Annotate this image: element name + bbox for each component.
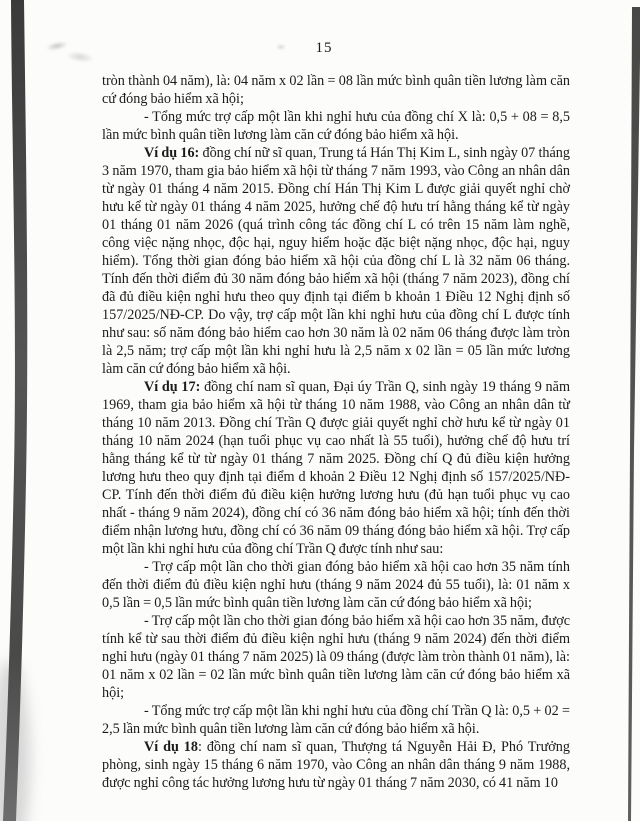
para-tro-cap-truoc-thoi-diem: - Trợ cấp một lần cho thời gian đóng bảo hiểm xã hội cao hơn 35 năm tính đến thời điểm đủ điều kiện nghỉ hưu (tháng 9 năm 2024 đủ 55 tuổi), là: 01 năm x 0,5 lần = 0,5 lần mức bình quân tiền lương làm căn cứ đóng bảo hiểm xã hội; — [102, 559, 570, 611]
right-edge-bar — [628, 7, 640, 821]
example-label: Ví dụ 17: — [144, 379, 201, 395]
left-edge-shadow — [0, 660, 30, 821]
para-tro-cap-sau-thoi-diem: - Trợ cấp một lần cho thời gian đóng bảo hiểm xã hội cao hơn 35 năm, được tính kể từ sau thời điểm đủ điều kiện nghỉ hưu (tháng 9 năm 2024) đến thời điểm nghỉ hưu (ngày 01 tháng 7 năm 2025) là 09 tháng (được làm tròn thành 01 năm), là: 01 năm x 02 lần = 02 lần mức bình quân tiền lương làm căn cứ đóng bảo hiểm xã hội; — [102, 613, 570, 701]
para-vi-du-18: Ví dụ 18: đồng chí nam sĩ quan, Thượng tá Nguyễn Hải Đ, Phó Trưởng phòng, sinh ngày 15 tháng 6 năm 1970, vào Công an nhân dân tháng 9 năm 1988, được nghỉ công tác hưởng lương hưu từ ngày 01 tháng 7 năm 2030, có 41 năm 10 — [102, 739, 570, 791]
left-edge-bar — [3, 0, 27, 821]
example-label: Ví dụ 18 — [144, 739, 198, 755]
para-vi-du-17: Ví dụ 17: đồng chí nam sĩ quan, Đại úy Trần Q, sinh ngày 19 tháng 9 năm 1969, tham gia bảo hiểm xã hội từ tháng 10 năm 1988, vào Công an nhân dân từ tháng 10 năm 2013. Đồng chí Trần Q được giải quyết nghỉ chờ hưu kể từ ngày 01 tháng 10 năm 2024 (hạn tuổi phục vụ cao nhất là 55 tuổi), hưởng chế độ hưu trí hằng tháng kể từ từ ngày 01 tháng 7 năm 2025. Đồng chí Q đủ điều kiện hưởng lương hưu theo quy định tại điểm d khoản 2 Điều 12 Nghị định số 157/2025/NĐ-CP. Tính đến thời điểm đủ điều kiện hưởng lương hưu (đủ hạn tuổi phục vụ cao nhất - tháng 9 năm 2024), đồng chí có 36 năm đóng bảo hiểm xã hội; tính đến thời điểm nhận lương hưu, đồng chí có 36 năm 09 tháng đóng bảo hiểm xã hội. Trợ cấp một lần khi nghỉ hưu của đồng chí Trần Q được tính như sau: — [102, 379, 570, 557]
example-label: Ví dụ 16: — [144, 145, 200, 161]
para-vi-du-16: Ví dụ 16: đồng chí nữ sĩ quan, Trung tá Hán Thị Kim L, sinh ngày 07 tháng 3 năm 1970, tham gia bảo hiểm xã hội từ tháng 7 năm 1993, vào Công an nhân dân từ ngày 01 tháng 4 năm 2015. Đồng chí Hán Thị Kim L được giải quyết nghỉ chờ hưu kể từ ngày 01 tháng 4 năm 2025, hưởng chế độ hưu trí hằng tháng kể từ ngày 01 tháng 01 năm 2026 (quá trình công tác đồng chí L có trên 15 năm làm nghề, công việc nặng nhọc, độc hại, nguy hiểm hoặc đặc biệt nặng nhọc, độc hại, nguy hiểm). Tổng thời gian đóng bảo hiểm xã hội của đồng chí L là 32 năm 06 tháng. Tính đến thời điểm đủ 30 năm đóng bảo hiểm xã hội (tháng 7 năm 2023), đồng chí đã đủ điều kiện nghỉ hưu theo quy định tại điểm b khoản 1 Điều 12 Nghị định số 157/2025/NĐ-CP. Do vậy, trợ cấp một lần khi nghỉ hưu của đồng chí L được tính như sau: số năm đóng bảo hiểm cao hơn 30 năm là 02 năm 06 tháng được làm tròn là 2,5 năm; trợ cấp một lần khi nghỉ hưu là 2,5 năm x 02 lần = 05 lần mức lương làm căn cứ đóng bảo hiểm xã hội. — [102, 145, 570, 377]
text-column — [102, 72, 570, 792]
para-tong-muc-tran-q: - Tổng mức trợ cấp một lần khi nghỉ hưu của đồng chí Trần Q là: 0,5 + 02 = 2,5 lần mức bình quân tiền lương làm căn cứ đóng bảo hiểm xã hội. — [102, 703, 570, 737]
para-continuation-previous-page: tròn thành 04 năm), là: 04 năm x 02 lần = 08 lần mức bình quân tiền lương làm căn cứ đóng bảo hiểm xã hội; — [102, 73, 570, 107]
page-number: 15 — [315, 40, 333, 56]
para-tong-muc-dong-chi-x: - Tổng mức trợ cấp một lần khi nghỉ hưu của đồng chí X là: 0,5 + 08 = 8,5 lần mức bình quân tiền lương làm căn cứ đóng bảo hiểm xã hội. — [102, 109, 570, 143]
